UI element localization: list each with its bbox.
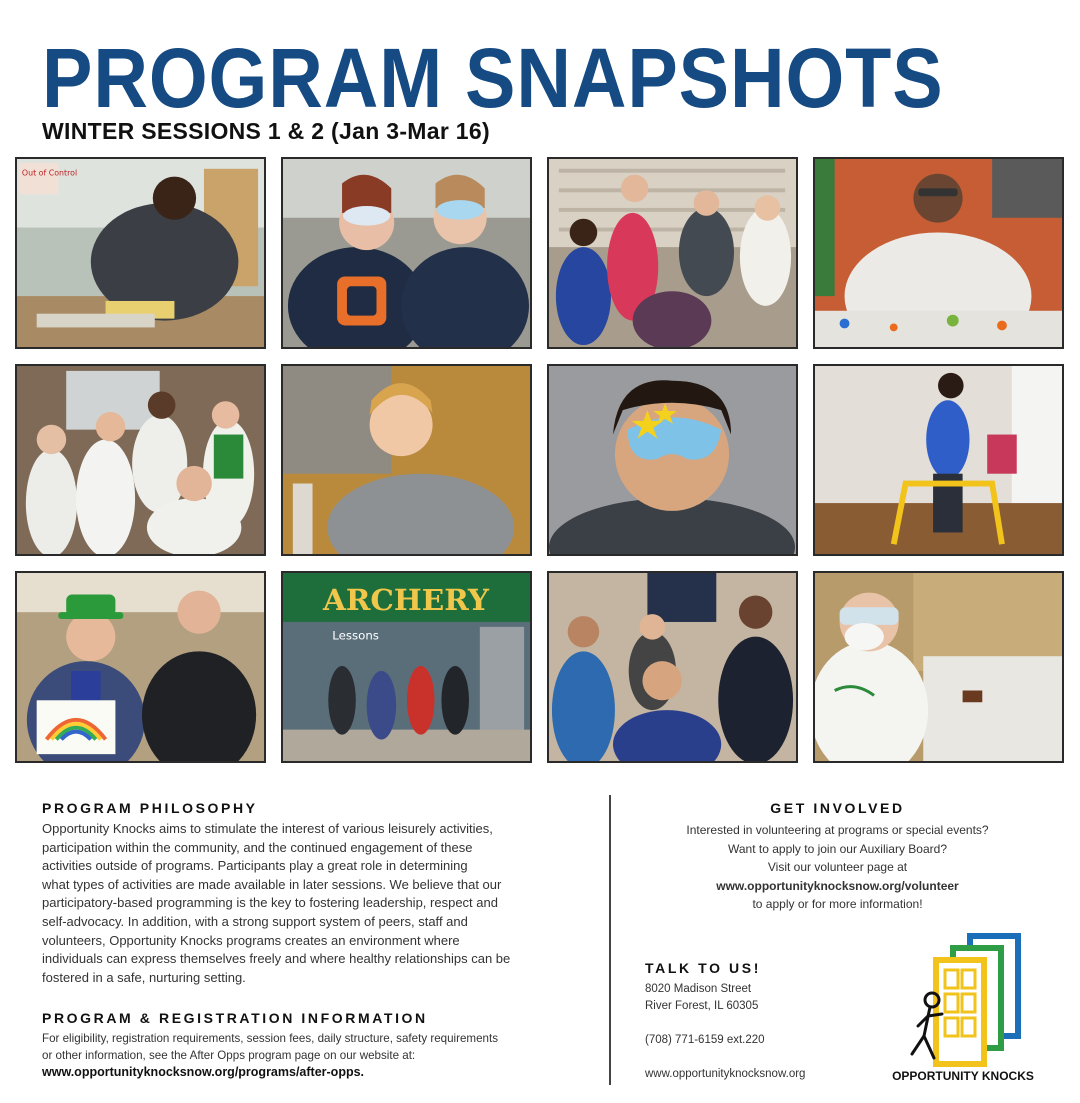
website-link[interactable]: www.opportunityknocksnow.org [645, 1068, 806, 1080]
registration-body [42, 1030, 602, 1081]
philosophy-heading: PROGRAM PHILOSOPHY [42, 800, 258, 816]
involved-line: to apply or for more information! [752, 897, 923, 911]
photo-grid [15, 157, 1065, 763]
archery-sign-text: ARCHERY [323, 582, 489, 618]
involved-line: Interested in volunteering at programs or special events? [686, 823, 989, 837]
page-subtitle: WINTER SESSIONS 1 & 2 (Jan 3-Mar 16) [42, 118, 490, 144]
photo-lab-coats [15, 364, 266, 556]
philosophy-line: volunteers, Opportunity Knocks programs creates an environment where [42, 932, 460, 948]
philosophy-line: what types of activities are made available in later sessions. We believe that our [42, 876, 502, 892]
phone-number: (708) 771-6159 ext.220 [645, 1034, 765, 1046]
volunteer-url-link[interactable]: www.opportunityknocksnow.org/volunteer [716, 878, 959, 893]
photo-balance-bars [813, 364, 1064, 556]
talk-heading: TALK TO US! [645, 960, 761, 976]
philosophy-line: activities outside of programs. Participants play a great role in determining [42, 858, 468, 874]
philosophy-line: self-advocacy. In addition, with a strong support system of peers, staff and [42, 913, 468, 929]
philosophy-line: Opportunity Knocks aims to stimulate the interest of various leisurely activities, [42, 821, 493, 836]
philosophy-line: participatory-based programming is the key to fostering leadership, respect and [42, 895, 498, 911]
photo-woodworking [813, 571, 1064, 763]
registration-url-link[interactable]: www.opportunityknocksnow.org/programs/after-opps. [42, 1065, 365, 1079]
photo-star-mask [547, 364, 798, 556]
registration-line: or other information, see the After Opps program page on our website at: [42, 1049, 416, 1062]
photo-gray-shirt [281, 364, 532, 556]
get-involved-section [640, 800, 1035, 914]
photo-group-store [547, 157, 798, 349]
photo-painting-smock [813, 157, 1064, 349]
philosophy-line: participation within the community, and the continued engagement of these [42, 839, 473, 855]
logo-wordmark: OPPORTUNITY KNOCKS [892, 1069, 1034, 1083]
photo-archery-storefront [281, 571, 532, 763]
registration-heading: PROGRAM & REGISTRATION INFORMATION [42, 1010, 428, 1026]
photo-craft-table [15, 157, 266, 349]
philosophy-body [42, 820, 602, 987]
photo-masks-friends [281, 157, 532, 349]
registration-line: For eligibility, registration requirements, session fees, daily structure, safety requirements [42, 1032, 498, 1045]
philosophy-line: fostered in a safe, nurturing setting. [42, 969, 246, 985]
page-title: PROGRAM SNAPSHOTS [42, 31, 944, 125]
photo-green-hat [15, 571, 266, 763]
column-divider [609, 795, 611, 1085]
logo-door-yellow [936, 960, 984, 1064]
address-line-1: 8020 Madison Street [645, 983, 752, 995]
philosophy-line: individuals can express themselves freely and where healthy relationships can be [42, 951, 511, 967]
address-line-2: River Forest, IL 60305 [645, 1000, 759, 1012]
involved-heading: GET INVOLVED [770, 800, 905, 816]
talk-to-us-section [645, 960, 885, 1083]
archery-lessons-text: Lessons [332, 628, 379, 643]
photo-group-selfie [547, 571, 798, 763]
shop-sign-text: Out of Control [21, 168, 78, 178]
opportunity-knocks-logo [890, 928, 1040, 1088]
involved-line: Visit our volunteer page at [767, 860, 908, 874]
involved-line: Want to apply to join our Auxiliary Board? [727, 841, 947, 856]
